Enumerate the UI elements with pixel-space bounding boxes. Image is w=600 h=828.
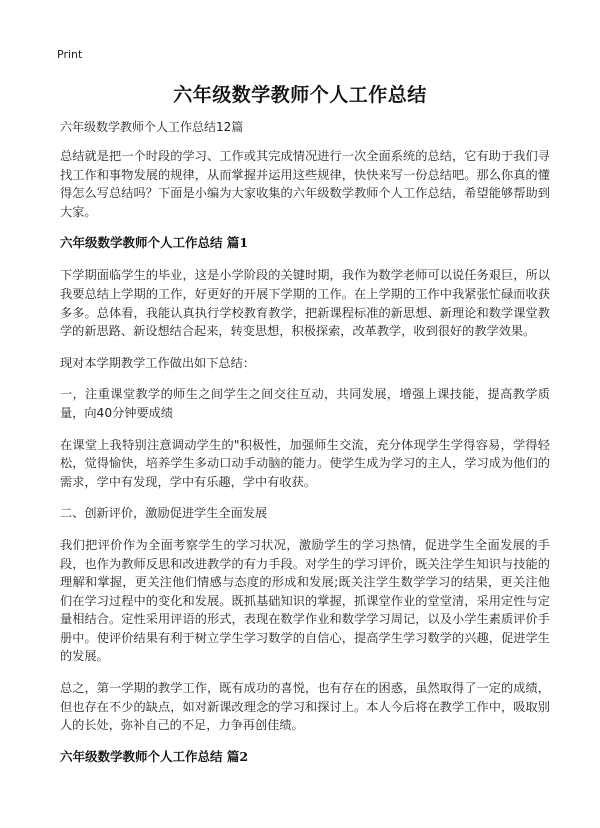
page-title: 六年级数学教师个人工作总结 — [173, 84, 427, 106]
section1-paragraph-1: 下学期面临学生的毕业，这是小学阶段的关键时期，我作为数学老师可以说任务艰巨，所以我要总结上学期的工作，好更好的开展下学期的工作。在上学期的工作中我紧张忙碌而收获多多。总体看，我能认真执行学校教育教学，把新课程标准的新思想、新理论和数学课堂教学的新思路、新设想结合起来，转变思想，积极探索，改革教学，收到很好的教学效果。 — [60, 268, 550, 339]
section1-paragraph-5: 二、创新评价，激励促进学生全面发展 — [60, 506, 268, 521]
section-heading-2: 六年级数学教师个人工作总结 篇2 — [60, 748, 249, 764]
section-heading-1: 六年级数学教师个人工作总结 篇1 — [60, 235, 249, 251]
document-subtitle: 六年级数学教师个人工作总结12篇 — [60, 120, 244, 134]
section1-paragraph-2: 现对本学期教学工作做出如下总结： — [60, 355, 255, 370]
section1-paragraph-6: 我们把评价作为全面考察学生的学习状况，激励学生的学习热情，促进学生全面发展的手段，也作为教师反思和改进教学的有力手段。对学生的学习评价，既关注学生知识与技能的理解和掌握，更关注他们情感与态度的形成和发展;既关注学生数学学习的结果，更关注他们在学习过程中的变化和发展。既抓基础知识的掌握，抓课堂作业的堂堂清，采用定性与定量相结合。定性采用评语的形式，表现在数学作业和数学学习周记，以及小学生素质评价手册中。使评价结果有利于树立学生学习数学的自信心，提高学生学习数学的兴趣，促进学生的发展。 — [60, 537, 550, 664]
print-link[interactable]: Print — [57, 48, 83, 61]
section1-paragraph-3: 一，注重课堂教学的师生之间学生之间交往互动，共同发展，增强上课技能，提高教学质量，向40分钟要成绩 — [60, 387, 550, 420]
intro-paragraph: 总结就是把一个时段的学习、工作或其完成情况进行一次全面系统的总结，它有助于我们寻找工作和事物发展的规律，从而掌握并运用这些规律，快快来写一份总结吧。那么你真的懂得怎么写总结吗？下面是小编为大家收集的六年级数学教师个人工作总结，希望能够帮助到大家。 — [60, 149, 550, 219]
section1-paragraph-7: 总之，第一学期的教学工作，既有成功的喜悦，也有存在的困惑，虽然取得了一定的成绩，但也存在不少的缺点，如对新课改理念的学习和探讨上。本人今后将在教学工作中，吸取别人的长处，弥补自己的不足，力争再创佳绩。 — [60, 681, 550, 733]
document-body — [60, 118, 550, 780]
section1-paragraph-4: 在课堂上我特别注意调动学生的"积极性，加强师生交流，充分体现学生学得容易，学得轻松，觉得愉快，培养学生多动口动手动脑的能力。使学生成为学习的主人，学习成为他们的需求，学中有发现，学中有乐趣，学中有收获。 — [60, 437, 550, 489]
